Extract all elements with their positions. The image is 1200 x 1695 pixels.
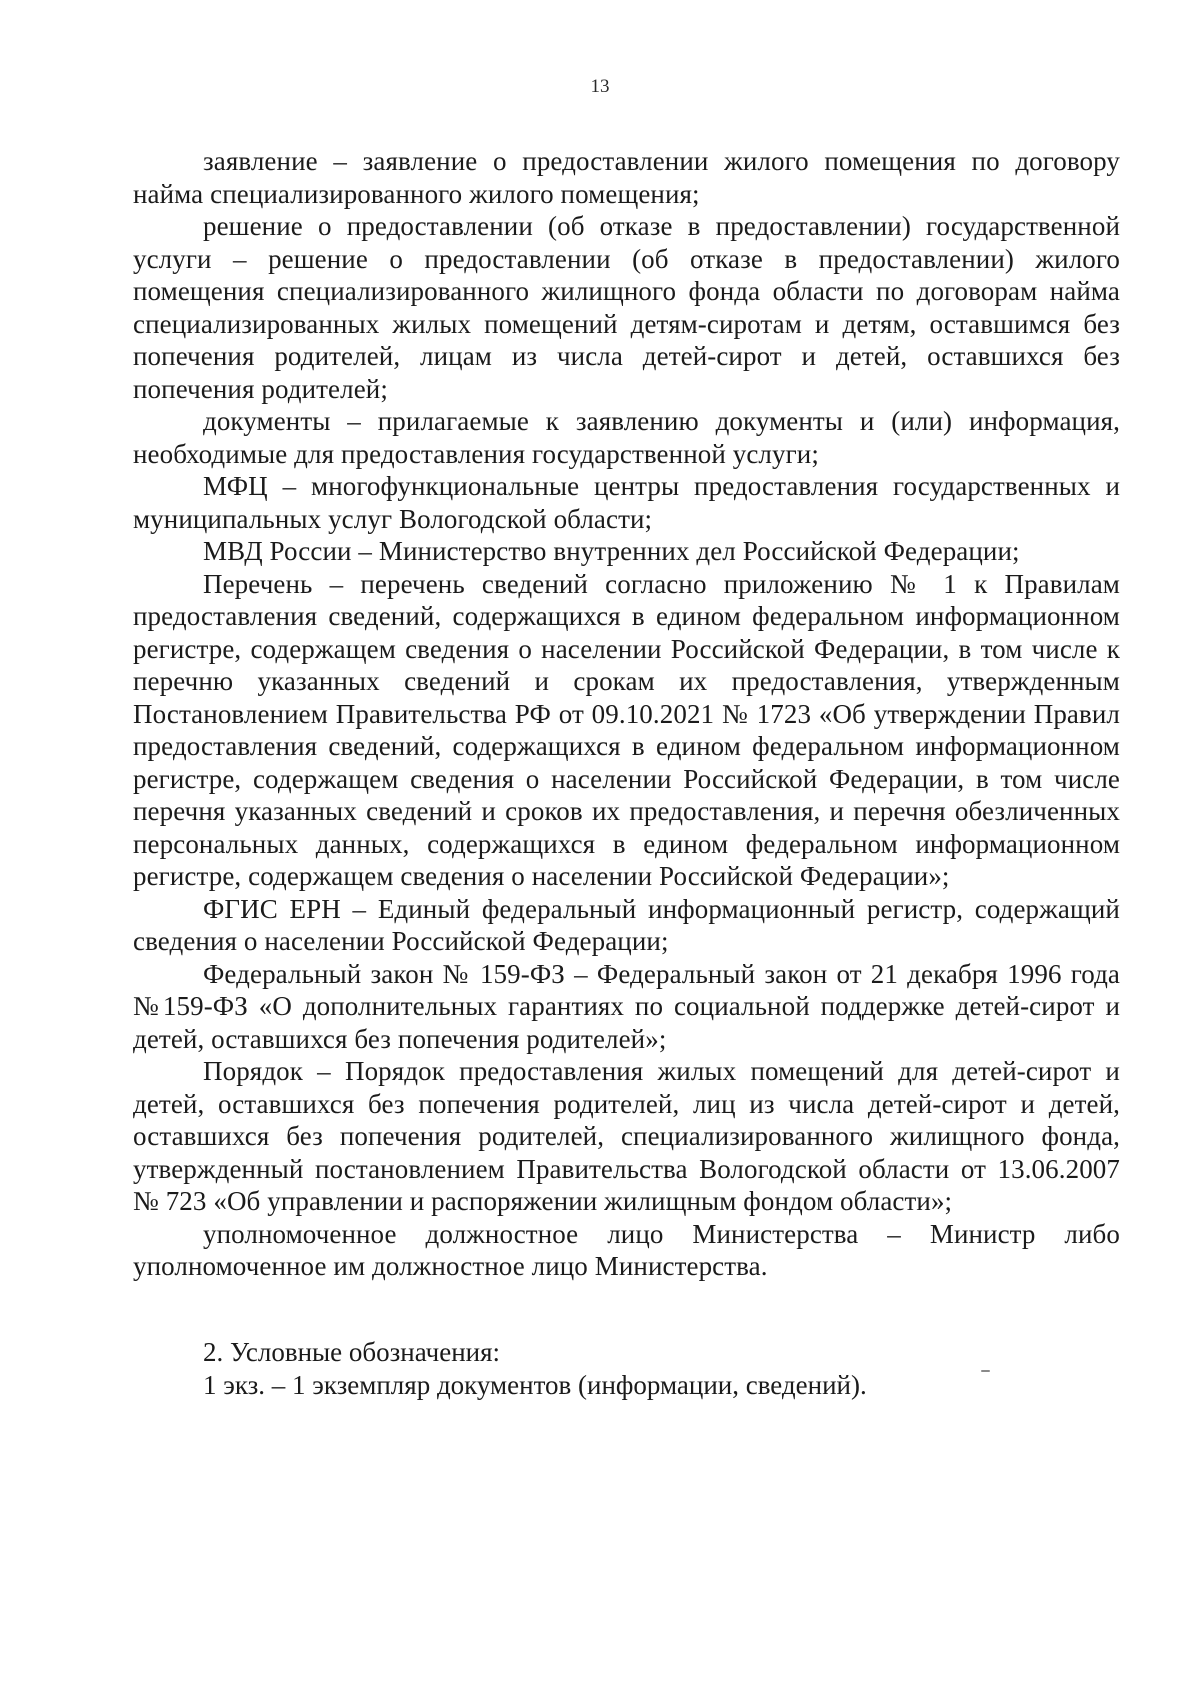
- definitions-list: [133, 145, 1120, 1283]
- definition-paragraph: МФЦ – многофункциональные центры предоставления государственных и муниципальных услуг Вологодской области;: [133, 471, 1120, 534]
- definition-paragraph: МВД России – Министерство внутренних дел Российской Федерации;: [203, 536, 1020, 566]
- definition-paragraph: Перечень – перечень сведений согласно приложению № 1 к Правилам предоставления сведений, содержащихся в едином федеральном информационном регистре, содержащем сведения о населении Российской Федерации, в том числе к перечню указанных сведений и срокам их предоставления, утвержденным Постановлением Правительства РФ от 09.10.2021 № 1723 «Об утверждении Правил предоставления сведений, содержащихся в едином федеральном информационном регистре, содержащем сведения о населении Российской Федерации, в том числе перечня указанных сведений и сроков их предоставления, и перечня обезличенных персональных данных, содержащихся в едином федеральном информационном регистре, содержащем сведения о населении Российской Федерации»;: [133, 568, 1120, 891]
- definition-paragraph: документы – прилагаемые к заявлению документы и (или) информация, необходимые для предоставления государственной услуги;: [133, 406, 1120, 469]
- definition-paragraph: ФГИС ЕРН – Единый федеральный информационный регистр, содержащий сведения о населении Российской Федерации;: [133, 893, 1120, 956]
- definition-paragraph: заявление – заявление о предоставлении жилого помещения по договору найма специализированного жилого помещения;: [133, 146, 1120, 209]
- definition-paragraph: Федеральный закон № 159-ФЗ – Федеральный закон от 21 декабря 1996 года №159-ФЗ «О дополнительных гарантиях по социальной поддержке детей-сирот и детей, оставшихся без попечения родителей»;: [133, 958, 1120, 1054]
- definition-paragraph: Порядок – Порядок предоставления жилых помещений для детей-сирот и детей, оставшихся без попечения родителей, лиц из числа детей-сирот и детей, оставшихся без попечения родителей, специализированного жилищного фонда, утвержденный постановлением Правительства Вологодской области от 13.06.2007 № 723 «Об управлении и распоряжении жилищным фондом области»;: [133, 1056, 1120, 1216]
- section-2: [133, 1336, 1120, 1401]
- scan-speck: [981, 1370, 990, 1372]
- section-heading: 2. Условные обозначения:: [203, 1337, 501, 1367]
- definition-paragraph: уполномоченное должностное лицо Министерства – Министр либо уполномоченное им должностное лицо Министерства.: [133, 1218, 1120, 1281]
- page-number: 13: [590, 76, 610, 97]
- definition-paragraph: решение о предоставлении (об отказе в предоставлении) государственной услуги – решение о предоставлении (об отказе в предоставлении) жилого помещения специализированного жилищного фонда области по договорам найма специализированных жилых помещений детям-сиротам и детям, оставшимся без попечения родителей, лицам из числа детей-сирот и детей, оставшихся без попечения родителей;: [133, 211, 1120, 404]
- section-item: 1 экз. – 1 экземпляр документов (информации, сведений).: [203, 1369, 867, 1400]
